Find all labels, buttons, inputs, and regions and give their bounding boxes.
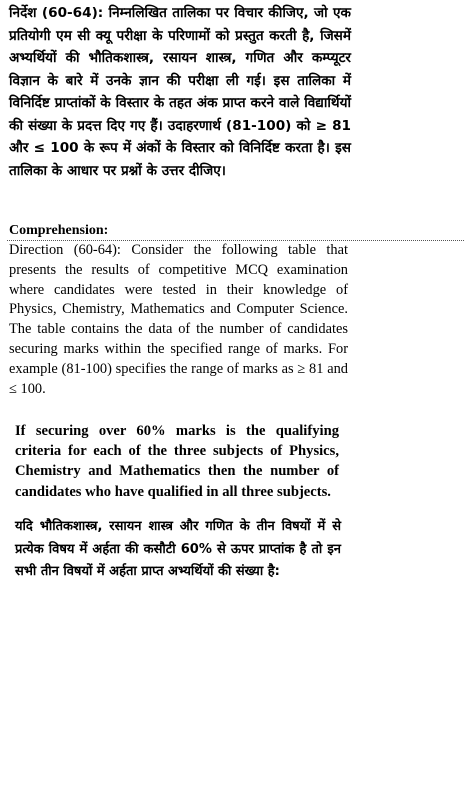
hindi-direction-lead: निर्देश (60-64): <box>9 5 104 21</box>
comprehension-label: Comprehension: <box>9 223 109 238</box>
hindi-direction <box>9 2 351 182</box>
question-text-english: If securing over 60% marks is the qualifying criteria for each of the three subjects of Physics, Chemistry and Mathematics then the number of candidates who have qualified in all three subjects. <box>15 423 339 500</box>
english-direction: Direction (60-64): Consider the following table that presents the results of competitive MCQ examination where candidates were tested in their knowledge of Physics, Chemistry, Mathematics and Computer Science. The table contains the data of the number of candidates securing marks within the specified range of marks. For example (81-100) specifies the range of marks as ≥ 81 and ≤ 100. <box>9 242 348 397</box>
question-text-hindi: यदि भौतिकशास्त्र, रसायन शास्त्र और गणित के तीन विषयों में से प्रत्येक विषय में अर्हता की कसौटी 60% से ऊपर प्राप्तांक है तो इन सभी तीन विषयों में अर्हता प्राप्त अभ्यर्थियों की संख्या है: <box>15 519 341 579</box>
hindi-direction-body: निम्नलिखित तालिका पर विचार कीजिए, जो एक प्रतियोगी एम सी क्यू परीक्षा के परिणामों को प्रस्तुत करती है, जिसमें अभ्यर्थियों की भौतिकशास्त्र, रसायन शास्त्र, गणित और कम्प्यूटर विज्ञान के बारे में उनके ज्ञान की परीक्षा ली गई। इस तालिका में विनिर्दिष्ट प्राप्तांकों के विस्तार के तहत अंक प्राप्त करने वाले विद्यार्थियों की संख्या के प्रदत्त दिए गए हैं। उदाहरणार्थ (81-100) को ≥ 81 और ≤ 100 के रूप में अंकों के विस्तार को विनिर्दिष्ट करता है। इस तालिका के आधार पर प्रश्नों के उत्तर दीजिए। <box>9 5 351 179</box>
